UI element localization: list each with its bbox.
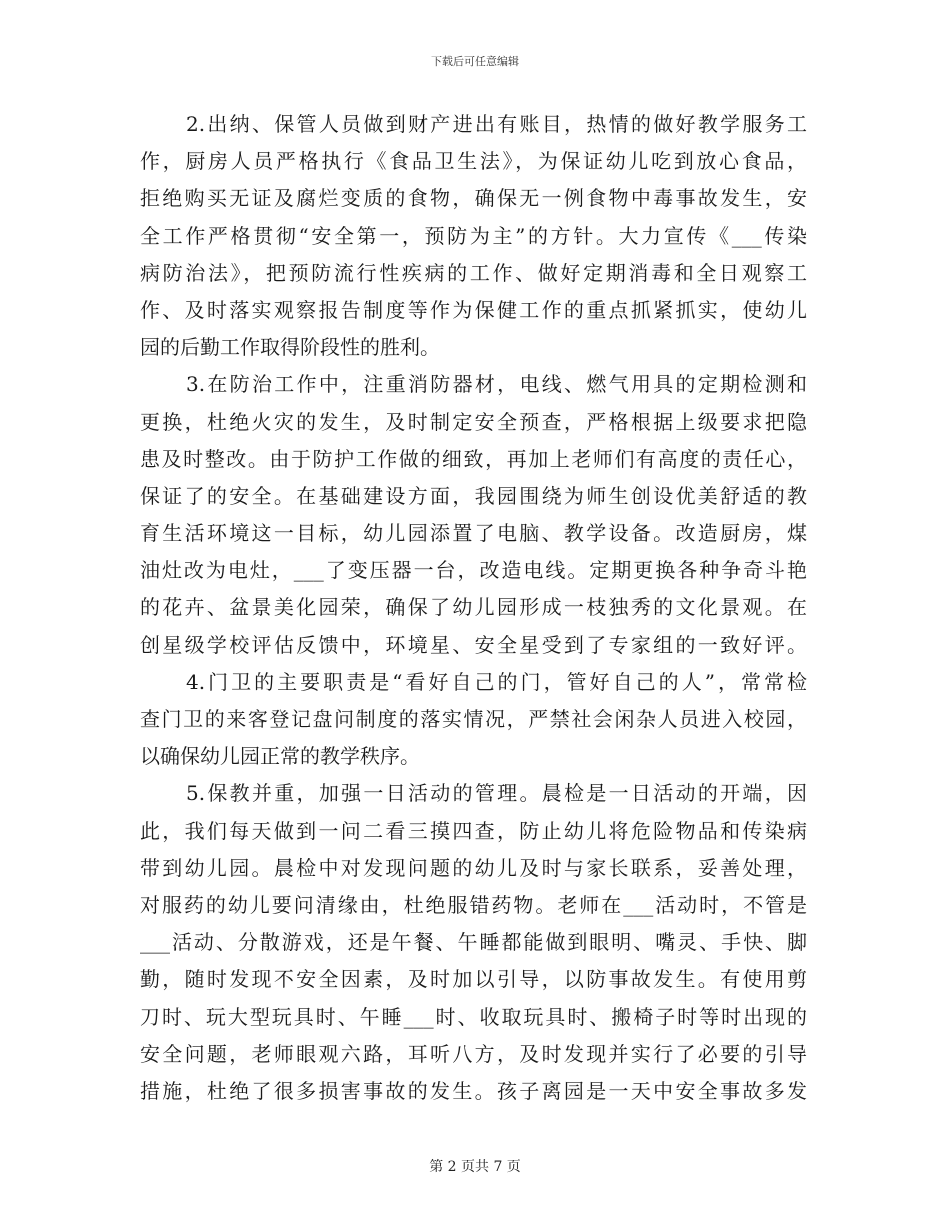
paragraph-line: 安全问题，老师眼观六路，耳听八方，及时发现并实行了必要的引导	[140, 1041, 807, 1066]
paragraph-line: 的花卉、盆景美化园荣，确保了幼儿园形成一枝独秀的文化景观。在	[140, 595, 807, 620]
paragraph-line: 育生活环境这一目标，幼儿园添置了电脑、教学设备。改造厨房，煤	[140, 521, 807, 546]
paragraph-line: 查门卫的来客登记盘问制度的落实情况，严禁社会闲杂人员进入校园，	[140, 707, 807, 731]
body-text	[140, 106, 807, 1110]
paragraph-line: 此，我们每天做到一问二看三摸四查，防止幼儿将危险物品和传染病	[140, 818, 807, 843]
paragraph-line: ___活动、分散游戏，还是午餐、午睡都能做到眼明、嘴灵、手快、脚	[140, 930, 807, 955]
paragraph-first-line: 5.保教并重，加强一日活动的管理。晨检是一日活动的开端，因	[186, 781, 807, 806]
paragraph-line: 措施，杜绝了很多损害事故的发生。孩子离园是一天中安全事故多发	[140, 1078, 807, 1103]
paragraph-line: 作，厨房人员严格执行《食品卫生法》，为保证幼儿吃到放心食品，	[140, 149, 807, 174]
page-header: 下载后可任意编辑	[431, 55, 519, 68]
paragraph-line: 作、及时落实观察报告制度等作为保健工作的重点抓紧抓实，使幼儿	[140, 297, 807, 322]
paragraph-line: 油灶改为电灶，___了变压器一台，改造电线。定期更换各种争奇斗艳	[140, 558, 807, 583]
paragraph-line: 更换，杜绝火灾的发生，及时制定安全预查，严格根据上级要求把隐	[140, 409, 807, 434]
paragraph-line: 以确保幼儿园正常的教学秩序。	[140, 744, 420, 769]
paragraph-first-line: 2.出纳、保管人员做到财产进出有账目，热情的做好教学服务工	[186, 112, 807, 136]
paragraph-line: 全工作严格贯彻“安全第一，预防为主”的方针。大力宣传《___传染	[140, 223, 807, 248]
page-footer: 第 2 页共 7 页	[429, 1159, 521, 1175]
paragraph-line: 刀时、玩大型玩具时、午睡___时、收取玩具时、搬椅子时等时出现的	[140, 1004, 807, 1029]
paragraph-line: 患及时整改。由于防护工作做的细致，再加上老师们有高度的责任心，	[140, 446, 807, 471]
paragraph-line: 勤，随时发现不安全因素，及时加以引导，以防事故发生。有使用剪	[140, 967, 807, 992]
paragraph-line: 保证了的安全。在基础建设方面，我园围绕为师生创设优美舒适的教	[140, 483, 807, 508]
paragraph-line: 病防治法》，把预防流行性疾病的工作、做好定期消毒和全日观察工	[140, 260, 807, 285]
paragraph-line: 对服药的幼儿要问清缘由，杜绝服错药物。老师在___活动时，不管是	[140, 892, 807, 917]
paragraph-first-line: 4.门卫的主要职责是“看好自己的门，管好自己的人”，常常检	[186, 669, 807, 694]
paragraph-line: 带到幼儿园。晨检中对发现问题的幼儿及时与家长联系，妥善处理，	[140, 855, 807, 880]
paragraph-first-line: 3.在防治工作中，注重消防器材，电线、燃气用具的定期检测和	[186, 372, 807, 397]
paragraph-line: 创星级学校评估反馈中，环境星、安全星受到了专家组的一致好评。	[140, 632, 807, 657]
paragraph-line: 园的后勤工作取得阶段性的胜利。	[140, 335, 440, 360]
paragraph-line: 拒绝购买无证及腐烂变质的食物，确保无一例食物中毒事故发生，安	[140, 186, 807, 211]
